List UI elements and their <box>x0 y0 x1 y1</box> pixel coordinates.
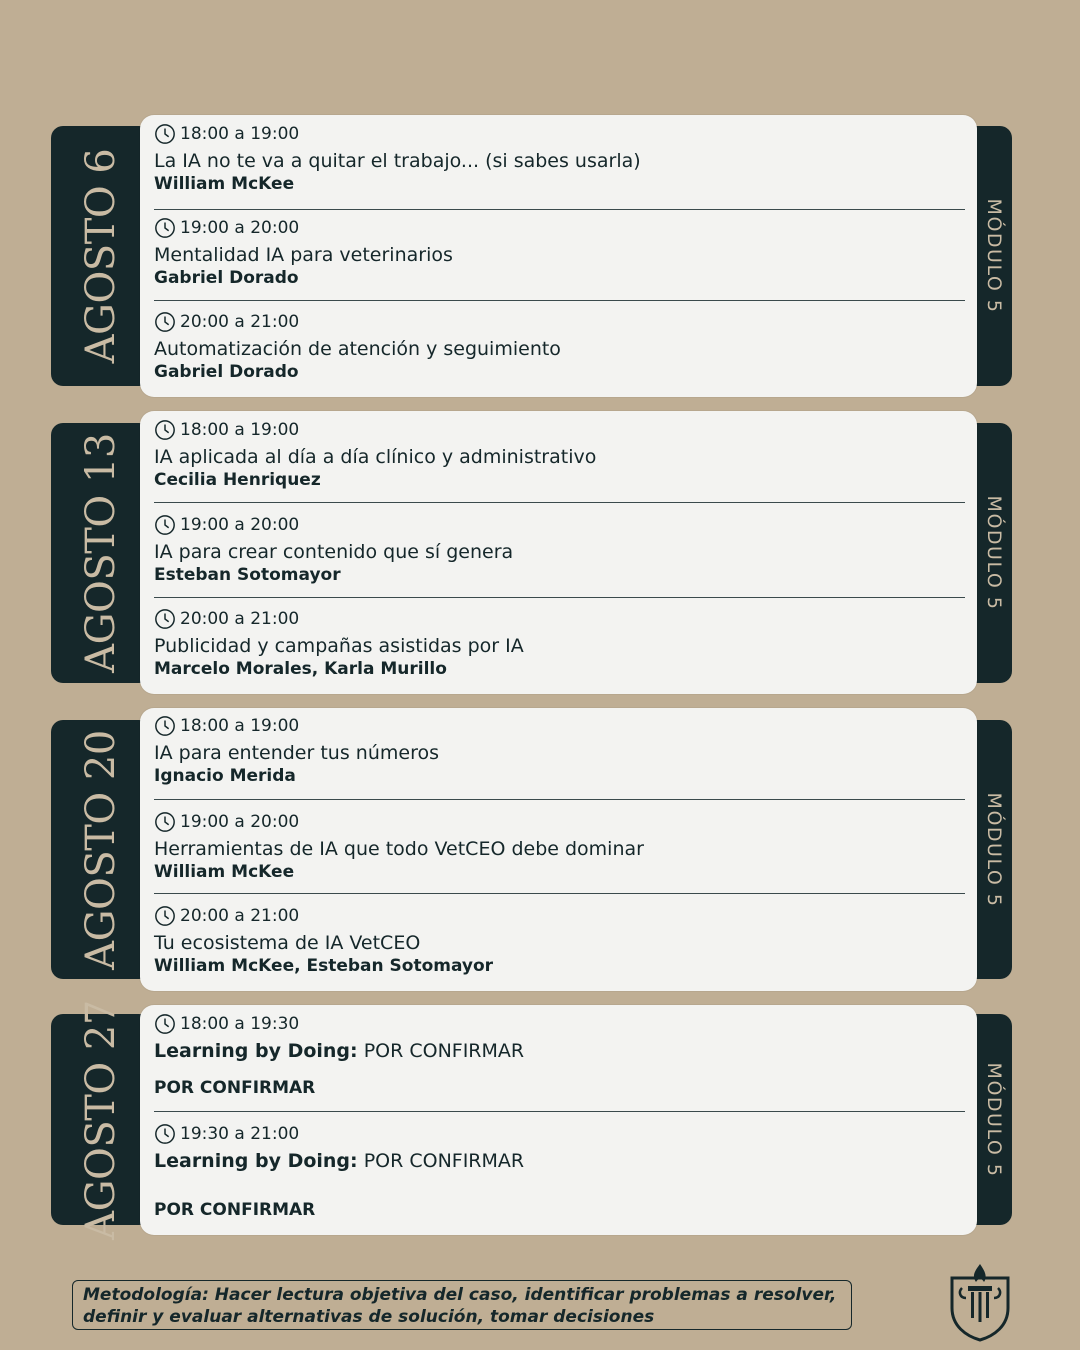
date-tab <box>51 126 151 386</box>
session-item <box>154 419 965 490</box>
session-speaker: Ignacio Merida <box>154 766 296 786</box>
session-item <box>154 1123 965 1220</box>
divider <box>154 1111 965 1112</box>
clock-icon <box>154 1013 176 1035</box>
session-speaker: Cecilia Henriquez <box>154 470 321 490</box>
session-item <box>154 311 965 382</box>
session-time: 19:00 a 20:00 <box>180 515 300 535</box>
session-time: 19:00 a 20:00 <box>180 218 300 238</box>
session-title: Herramientas de IA que todo VetCEO debe dominar <box>154 838 644 860</box>
clock-icon <box>154 1123 176 1145</box>
session-time: 19:00 a 20:00 <box>180 812 300 832</box>
date-tab <box>51 999 151 1240</box>
sessions-card <box>140 708 977 991</box>
session-item <box>154 1013 965 1098</box>
sessions-card <box>140 411 977 694</box>
clock-icon <box>154 311 176 333</box>
clock-icon <box>154 608 176 630</box>
session-time: 20:00 a 21:00 <box>180 312 300 332</box>
session-time: 18:00 a 19:00 <box>180 124 300 144</box>
session-speaker: William McKee <box>154 862 295 882</box>
divider <box>154 799 965 800</box>
divider <box>154 300 965 301</box>
session-title: IA aplicada al día a día clínico y administrativo <box>154 446 597 468</box>
session-item <box>154 715 965 786</box>
session-speaker: William McKee, Esteban Sotomayor <box>154 956 494 976</box>
session-time: 18:00 a 19:30 <box>180 1014 300 1034</box>
session-title: POR CONFIRMAR <box>363 1040 525 1062</box>
session-item <box>154 905 965 976</box>
session-title: IA para crear contenido que sí genera <box>154 541 514 563</box>
date-label: AGOSTO 27 <box>78 999 124 1240</box>
methodology-box <box>72 1280 852 1330</box>
session-title: La IA no te va a quitar el trabajo... (si sabes usarla) <box>154 150 641 172</box>
session-speaker: Gabriel Dorado <box>154 362 299 382</box>
clock-icon <box>154 715 176 737</box>
session-item <box>154 217 965 288</box>
session-title-prefix: Learning by Doing: <box>154 1150 358 1172</box>
clock-icon <box>154 419 176 441</box>
module-label: MÓDULO 5 <box>983 495 1005 611</box>
clock-icon <box>154 514 176 536</box>
session-speaker: Esteban Sotomayor <box>154 565 341 585</box>
divider <box>154 502 965 503</box>
session-item <box>154 608 965 679</box>
session-title: POR CONFIRMAR <box>363 1150 525 1172</box>
methodology-line-1: Metodología: Hacer lectura objetiva del caso, identificar problemas a resolver, <box>83 1285 837 1305</box>
date-tab <box>51 720 151 979</box>
divider <box>154 597 965 598</box>
session-item <box>154 514 965 585</box>
date-label: AGOSTO 13 <box>78 433 124 673</box>
module-label: MÓDULO 5 <box>983 1062 1005 1177</box>
session-item <box>154 811 965 882</box>
session-title: Publicidad y campañas asistidas por IA <box>154 635 524 657</box>
date-label: AGOSTO 20 <box>78 729 124 970</box>
torch-shield-logo-icon <box>948 1262 1012 1342</box>
session-speaker: Marcelo Morales, Karla Murillo <box>154 659 447 679</box>
sessions-card <box>140 115 977 397</box>
date-tab <box>51 423 151 683</box>
session-time: 18:00 a 19:00 <box>180 420 300 440</box>
session-title: Automatización de atención y seguimiento <box>154 338 561 360</box>
session-speaker: POR CONFIRMAR <box>154 1078 316 1098</box>
session-title: Tu ecosistema de IA VetCEO <box>154 932 421 954</box>
module-label: MÓDULO 5 <box>983 198 1005 314</box>
session-speaker: Gabriel Dorado <box>154 268 299 288</box>
session-title: IA para entender tus números <box>154 742 439 764</box>
clock-icon <box>154 905 176 927</box>
methodology-line-2: definir y evaluar alternativas de solución, tomar decisiones <box>83 1307 655 1327</box>
session-title: Mentalidad IA para veterinarios <box>154 244 453 266</box>
divider <box>154 209 965 210</box>
session-time: 20:00 a 21:00 <box>180 906 300 926</box>
session-time: 20:00 a 21:00 <box>180 609 300 629</box>
session-item <box>154 123 965 194</box>
module-label: MÓDULO 5 <box>983 792 1005 907</box>
sessions-card <box>140 1005 977 1235</box>
session-time: 18:00 a 19:00 <box>180 716 300 736</box>
divider <box>154 893 965 894</box>
clock-icon <box>154 217 176 239</box>
session-title-prefix: Learning by Doing: <box>154 1040 358 1062</box>
clock-icon <box>154 123 176 145</box>
session-time: 19:30 a 21:00 <box>180 1124 300 1144</box>
date-label: AGOSTO 6 <box>78 148 124 364</box>
session-speaker: POR CONFIRMAR <box>154 1200 316 1220</box>
clock-icon <box>154 811 176 833</box>
session-speaker: William McKee <box>154 174 295 194</box>
